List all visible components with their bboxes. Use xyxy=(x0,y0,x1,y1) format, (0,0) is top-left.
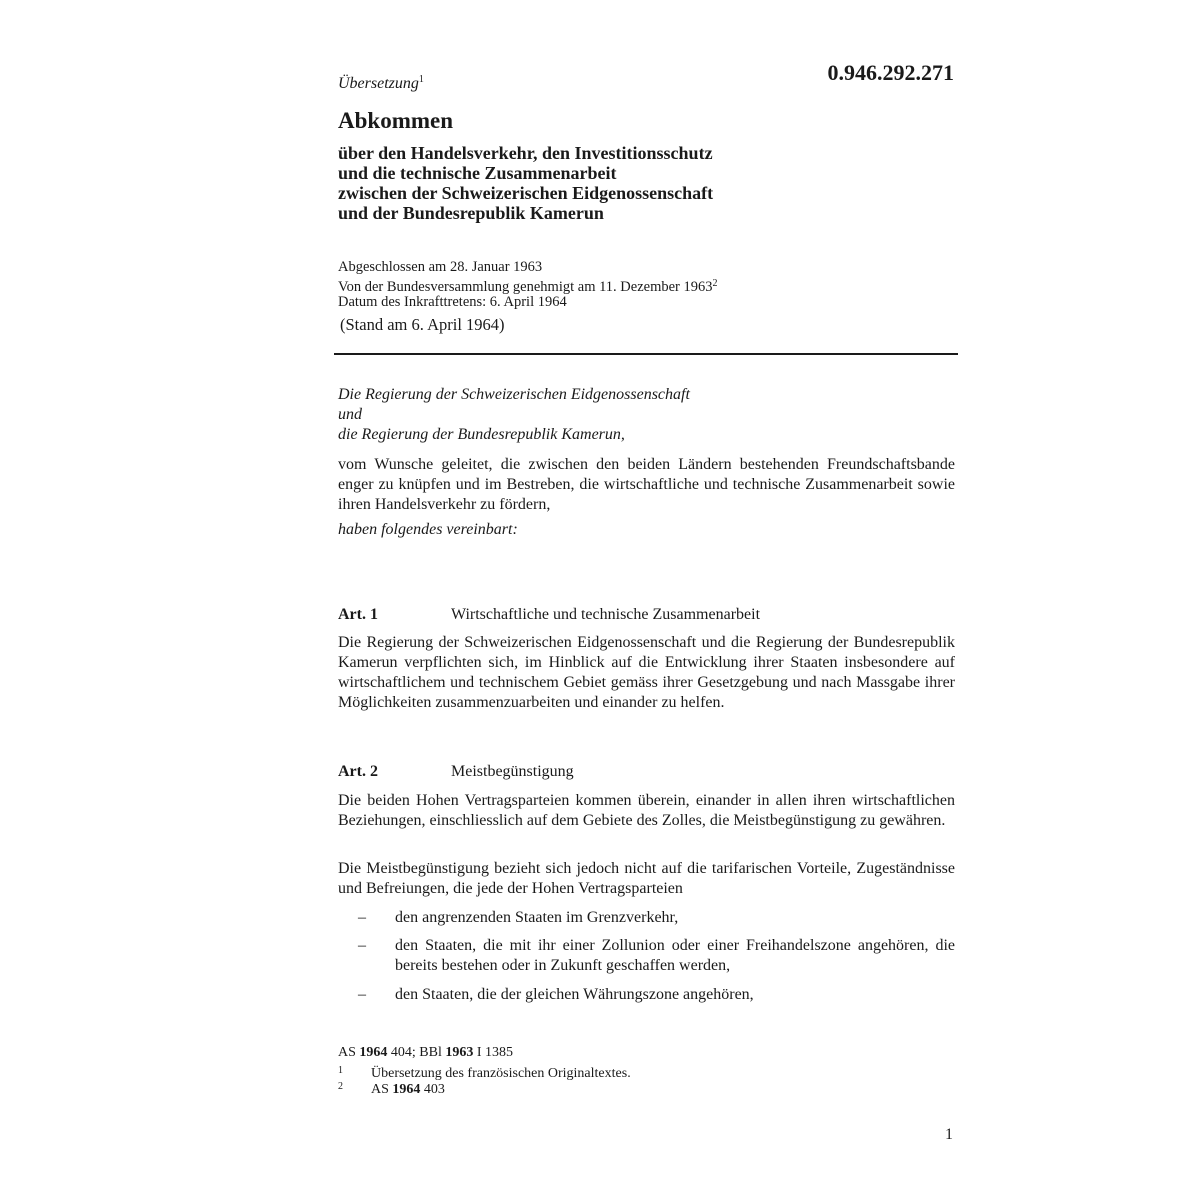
subtitle-line: und der Bundesrepublik Kamerun xyxy=(338,203,604,223)
footnote-text: Übersetzung des französischen Originaltextes. xyxy=(371,1066,631,1081)
footnote-ref[interactable]: 2 xyxy=(712,277,718,289)
document-subtitle xyxy=(338,143,958,223)
article-title: Wirtschaftliche und technische Zusammenarbeit xyxy=(451,606,761,623)
preamble-parties xyxy=(338,385,690,445)
footnote xyxy=(338,1082,958,1098)
footnote-ref[interactable]: 1 xyxy=(418,74,424,85)
article-paragraph: Die Meistbegünstigung bezieht sich jedoch nicht auf die tarifarischen Vorteile, Zugeständnisse und Befreiungen, die jede der Hohen Vertragsparteien xyxy=(338,860,955,897)
list-item-text: den Staaten, die mit ihr einer Zollunion oder einer Freihandelszone angehören, die bereits bestehen oder in Zukunft geschaffen werden, xyxy=(395,937,955,974)
preamble-agreed: haben folgendes vereinbart: xyxy=(338,521,518,538)
article-number: Art. 2 xyxy=(338,763,378,780)
list-item-text: den Staaten, die der gleichen Währungszone angehören, xyxy=(395,986,754,1003)
article-paragraph: Die beiden Hohen Vertragsparteien kommen überein, einander in allen ihren wirtschaftlichen Beziehungen, einschliesslich auf dem Gebiete des Zolles, die Meistbegünstigung zu gewähren. xyxy=(338,792,955,829)
document-title: Abkommen xyxy=(338,108,454,133)
subtitle-line: über den Handelsverkehr, den Investitionsschutz xyxy=(338,143,713,163)
status-date: (Stand am 6. April 1964) xyxy=(340,315,505,334)
dash-bullet: – xyxy=(358,909,366,926)
party-line: die Regierung der Bundesrepublik Kamerun, xyxy=(338,426,625,443)
approved-date: Von der Bundesversammlung genehmigt am 11. Dezember 1963$^2$ xyxy=(338,277,718,295)
list-item-text: den angrenzenden Staaten im Grenzverkehr, xyxy=(395,909,679,926)
source-reference: AS 1964 404; BBl 1963 I 1385 xyxy=(338,1045,514,1060)
footnote xyxy=(338,1066,958,1082)
header-divider xyxy=(334,353,958,355)
article-number: Art. 1 xyxy=(338,606,378,623)
article-paragraph: Die Regierung der Schweizerischen Eidgenossenschaft und die Regierung der Bundesrepublik Kamerun verpflichten sich, im Hinblick auf die Entwicklung ihrer Staaten insbesondere auf wirtschaftlichem und technischem Gebiet gemäss ihrer Gesetzgebung und nach Massgabe ihrer Möglichkeiten zusammenzuarbeiten und einander zu helfen. xyxy=(338,634,955,711)
party-line: Die Regierung der Schweizerischen Eidgenossenschaft xyxy=(338,386,690,403)
page-number: 1 xyxy=(945,1126,953,1143)
footnote-text: AS 1964 403 xyxy=(371,1082,445,1097)
article-title: Meistbegünstigung xyxy=(451,763,574,780)
translation-label: Übersetzung$^1$ xyxy=(338,74,424,92)
subtitle-line: und die technische Zusammenarbeit xyxy=(338,163,617,183)
footnote-number: 1 xyxy=(338,1065,343,1076)
dash-bullet: – xyxy=(358,986,366,1003)
preamble-text: vom Wunsche geleitet, die zwischen den beiden Ländern bestehenden Freundschaftsbande enger zu knüpfen und im Bestreben, die wirtschaftliche und technische Zusammenarbeit sowie ihren Handelsverkehr zu fördern, xyxy=(338,456,955,513)
in-force-date: Datum des Inkrafttretens: 6. April 1964 xyxy=(338,294,567,310)
document-metadata xyxy=(338,260,718,311)
subtitle-line: zwischen der Schweizerischen Eidgenossenschaft xyxy=(338,183,714,203)
footnote-number: 2 xyxy=(338,1081,343,1092)
sr-number: 0.946.292.271 xyxy=(827,60,954,85)
dash-bullet: – xyxy=(358,937,366,954)
concluded-date: Abgeschlossen am 28. Januar 1963 xyxy=(338,259,543,275)
party-line: und xyxy=(338,406,362,423)
